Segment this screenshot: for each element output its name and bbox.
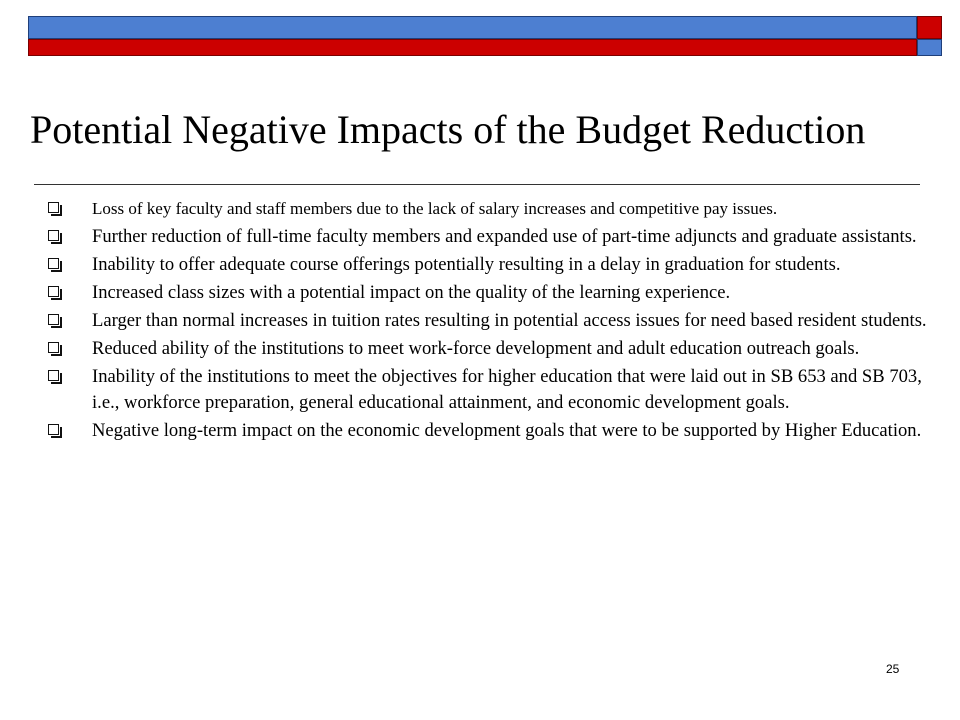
checkbox-bullet-icon (48, 230, 59, 241)
checkbox-bullet-icon (48, 258, 59, 269)
bullet-list (46, 196, 936, 446)
bullet-item (46, 364, 936, 416)
bullet-item (46, 252, 936, 278)
header-square-blue (917, 39, 942, 56)
bullet-item (46, 308, 936, 334)
bullet-text: Increased class sizes with a potential impact on the quality of the learning experience. (92, 282, 731, 303)
header-square-red (917, 16, 942, 39)
header-band-blue (28, 16, 917, 39)
checkbox-bullet-icon (48, 314, 59, 325)
checkbox-bullet-icon (48, 286, 59, 297)
bullet-item (46, 280, 936, 306)
bullet-text: Larger than normal increases in tuition rates resulting in potential access issues for need based resident students. (92, 310, 927, 331)
checkbox-bullet-icon (48, 202, 59, 213)
bullet-item (46, 336, 936, 362)
bullet-text: Loss of key faculty and staff members due to the lack of salary increases and competitive pay issues. (92, 199, 778, 218)
bullet-text: Negative long-term impact on the economic development goals that were to be supported by Higher Education. (92, 420, 922, 441)
bullet-text: Inability to offer adequate course offerings potentially resulting in a delay in graduation for students. (92, 254, 841, 275)
bullet-text: Further reduction of full-time faculty members and expanded use of part-time adjuncts and graduate assistants. (92, 226, 917, 247)
header-band-red (28, 39, 917, 56)
bullet-text: Reduced ability of the institutions to meet work-force development and adult education outreach goals. (92, 338, 860, 359)
checkbox-bullet-icon (48, 424, 59, 435)
checkbox-bullet-icon (48, 342, 59, 353)
title-divider (34, 184, 920, 185)
slide-title: Potential Negative Impacts of the Budget Reduction (30, 107, 866, 152)
checkbox-bullet-icon (48, 370, 59, 381)
bullet-item (46, 418, 936, 444)
page-number: 25 (886, 662, 900, 676)
bullet-item (46, 224, 936, 250)
bullet-item (46, 196, 936, 222)
bullet-text: Inability of the institutions to meet the objectives for higher education that were laid out in SB 653 and SB 703, i.e., workforce preparation, general educational attainment, and economic development goals. (92, 366, 922, 413)
